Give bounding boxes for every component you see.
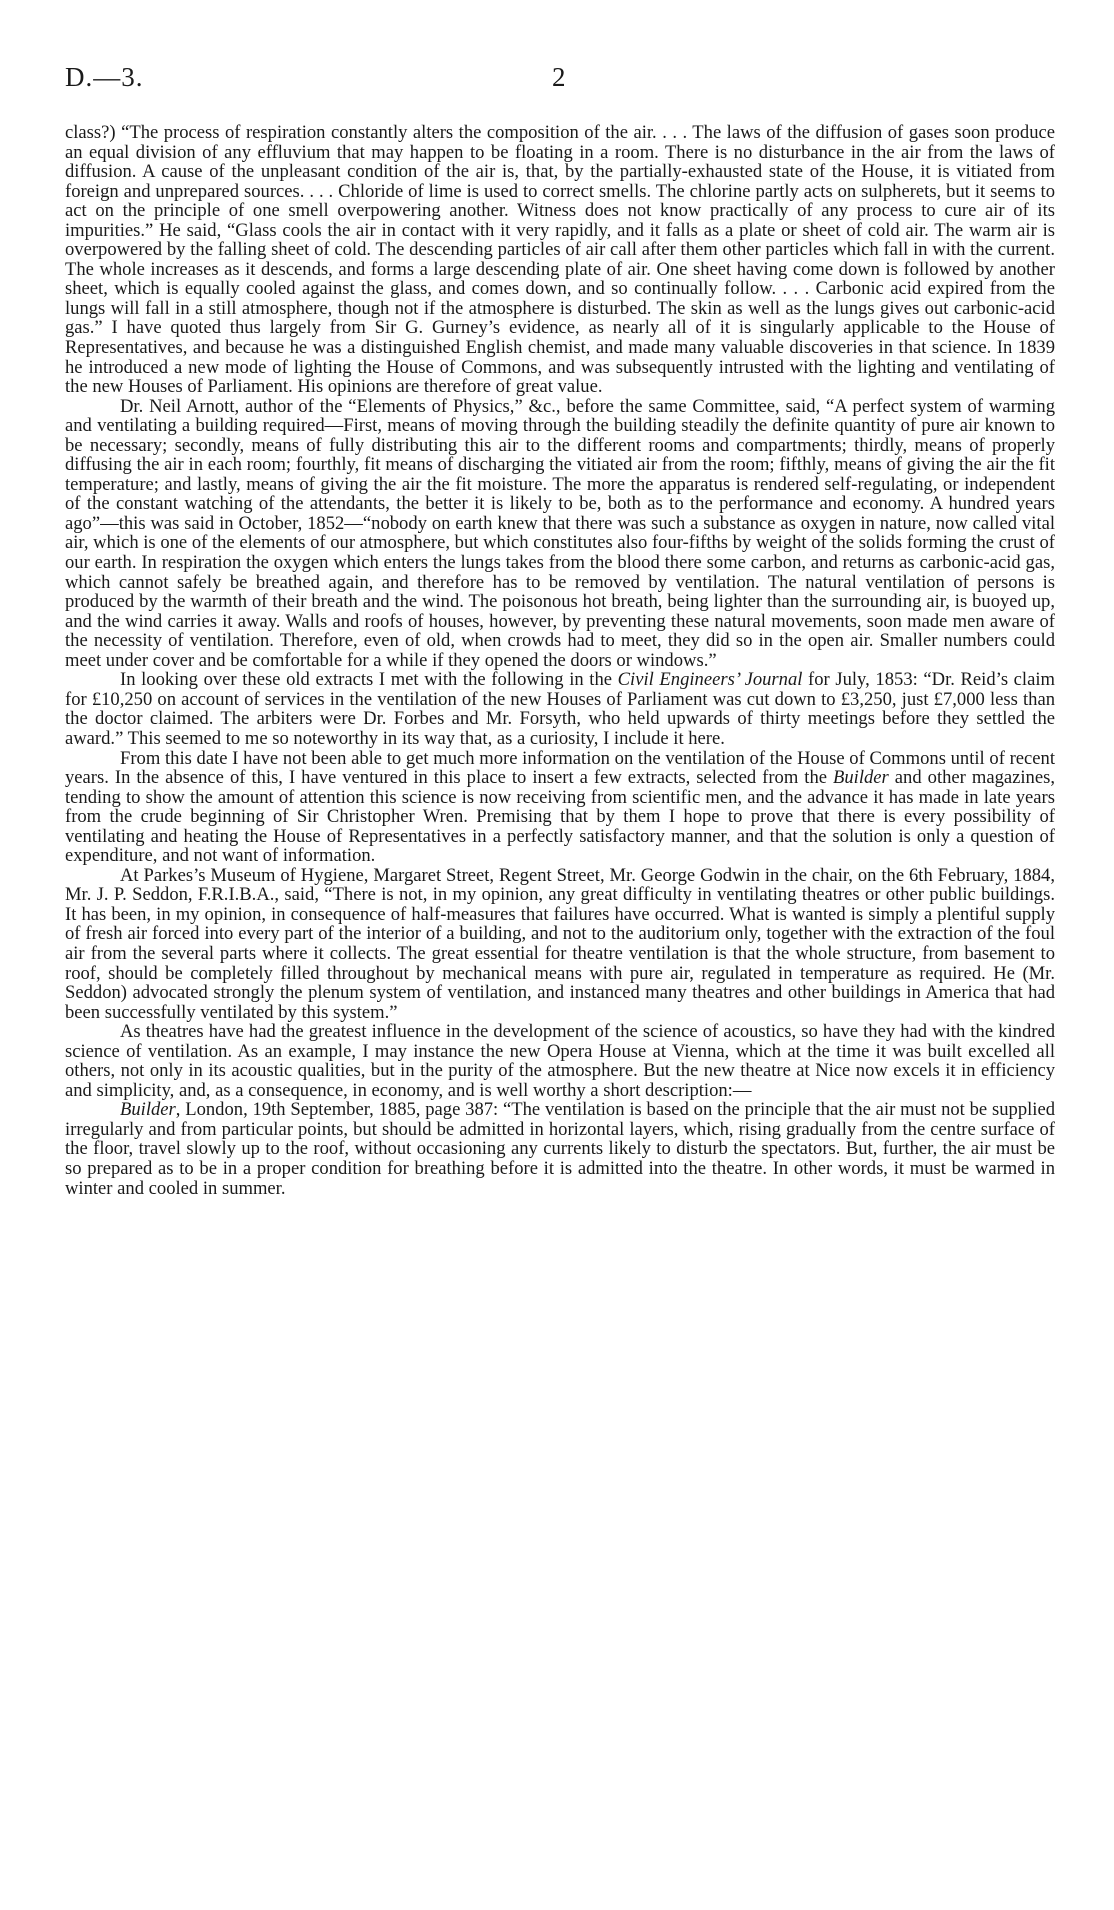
paragraph <box>65 866 1055 1022</box>
text-span: From this date I have not been able to get much more information on the ventilation of the House of Commons until of recent years. In the absence of this, I have ventured in this place to insert a few extracts, selected from the <box>65 747 1055 789</box>
paragraph <box>65 1100 1055 1198</box>
text-span: class?) “The process of respiration constantly alters the composition of the air. . . . The laws of the diffusion of gases soon produce an equal division of any effluvium that may happen to be floating in a room. There is no disturbance in the air from the laws of diffusion. A cause of the unpleasant condition of the air is, that, by the partially-exhausted state of the House, it is vitiated from foreign and unprepared sources. . . . Chloride of lime is used to correct smells. The chlorine partly acts on sulpherets, but it seems to act on the principle of one smell overpowering another. Witness does not know practically of any process to cure air of its impurities.” He said, “Glass cools the air in contact with it very rapidly, and it falls as a plate or sheet of cold air. The warm air is overpowered by the falling sheet of cold. The descending particles of air call after them other particles which fall in with the current. The whole increases as it descends, and forms a large descending plate of air. One sheet having come down is followed by another sheet, which is equally cooled against the glass, and comes down, and so continually follow. . . . Carbonic acid expired from the lungs will fall in a still atmosphere, though not if the atmosphere is disturbed. The skin as well as the lungs gives out carbonic-acid gas.” I have quoted thus largely from Sir G. Gurney’s evidence, as nearly all of it is singularly applicable to the House of Representatives, and because he was a distinguished English chemist, and made many valuable discoveries in that science. In 1839 he introduced a new mode of lighting the House of Commons, and was subsequently intrusted with the lighting and ventilating of the new Houses of Parliament. His opinions are therefore of great value. <box>65 122 1055 398</box>
paragraph <box>65 1022 1055 1100</box>
text-span: , London, 19th September, 1885, page 387: “The ventilation is based on the principle that the air must not be supplied irregularly and from particular points, but should be admitted in horizontal layers, which, rising gradually from the centre surface of the floor, travel slowly up to the roof, without occasioning any currents likely to disturb the spectators. But, further, the air must be so prepared as to be in a proper condition for breathing before it is admitted into the theatre. In other words, it must be warmed in winter and cooled in summer. <box>65 1099 1055 1199</box>
text-span: for July, 1853: “Dr. Reid’s claim for £10,250 on account of services in the ventilation of the new Houses of Parliament was cut down to £3,250, just £7,000 less than the doctor claimed. The arbiters were Dr. Forbes and Mr. Forsyth, who held upwards of thirty meetings before they settled the award.” This seemed to me so noteworthy in its way that, as a curiosity, I include it here. <box>65 669 1055 749</box>
italic-title: Civil Engineers’ Journal <box>617 669 803 691</box>
page-header <box>65 62 1055 102</box>
body-text <box>65 123 1055 1198</box>
text-span: In looking over these old extracts I met with the following in the <box>120 669 618 691</box>
document-reference: D.—3. <box>65 62 144 92</box>
italic-title: Builder <box>833 767 889 789</box>
paragraph <box>65 397 1055 671</box>
text-span: As theatres have had the greatest influence in the development of the science of acoustics, so have they had with the kindred science of ventilation. As an example, I may instance the new Opera House at Vienna, which at the time it was built excelled all others, not only in its acoustic qualities, but in the purity of the atmosphere. But the new theatre at Nice now excels it in efficiency and simplicity, and, as a consequence, in economy, and is well worthy a short description:— <box>65 1021 1055 1101</box>
text-span: Dr. Neil Arnott, author of the “Elements of Physics,” &c., before the same Committee, said, “A perfect system of warming and ventilating a building required—First, means of moving through the building steadily the definite quantity of pure air known to be necessary; secondly, means of fully distributing this air to the different rooms and compartments; thirdly, means of properly diffusing the air in each room; fourthly, fit means of discharging the vitiated air from the room; fifthly, means of giving the air the fit temperature; and lastly, means of giving the air the fit moisture. The more the apparatus is rendered self-regulating, or independent of the constant watching of the attendants, the better it is likely to be, both as to the performance and economy. A hundred years ago”—this was said in October, 1852—“nobody on earth knew that there was such a substance as oxygen in nature, now called vital air, which is one of the elements of our atmosphere, but which constitutes also four-fifths by weight of the solids forming the crust of our earth. In respiration the oxygen which enters the lungs takes from the blood there some carbon, and returns as carbonic-acid gas, which cannot safely be breathed again, and therefore has to be removed by ventilation. The natural ventilation of persons is produced by the warmth of their breath and the wind. The poisonous hot breath, being lighter than the surrounding air, is buoyed up, and the wind carries it away. Walls and roofs of houses, however, by preventing these natural movements, soon made men aware of the necessity of ventilation. Therefore, even of old, when crowds had to meet, they did so in the open air. Smaller numbers could meet under cover and be comfortable for a while if they opened the doors or windows.” <box>65 395 1055 671</box>
paragraph <box>65 670 1055 748</box>
text-span: At Parkes’s Museum of Hygiene, Margaret Street, Regent Street, Mr. George Godwin in the chair, on the 6th February, 1884, Mr. J. P. Seddon, F.R.I.B.A., said, “There is not, in my opinion, any great difficulty in ventilating theatres or other public buildings. It has been, in my opinion, in consequence of half-measures that failures have occurred. What is wanted is simply a plentiful supply of fresh air forced into every part of the interior of a building, and not to the auditorium only, together with the extraction of the foul air from the several parts where it collects. The great essential for theatre ventilation is that the whole structure, from basement to roof, should be completely filled throughout by mechanical means with pure air, regulated in temperature as required. He (Mr. Seddon) advocated strongly the plenum system of ventilation, and instanced many theatres and other buildings in America that had been successfully ventilated by this system.” <box>65 864 1055 1023</box>
text-span: and other magazines, tending to show the amount of attention this science is now receiving from scientific men, and the advance it has made in late years from the crude beginning of Sir Christopher Wren. Premising that by them I hope to prove that there is every possibility of ventilating and heating the House of Representatives in a perfectly satisfactory manner, and that the solution is only a question of expenditure, and not want of information. <box>65 767 1055 867</box>
page-number: 2 <box>552 62 566 92</box>
paragraph <box>65 123 1055 397</box>
italic-title: Builder <box>120 1099 176 1121</box>
paragraph <box>65 749 1055 866</box>
